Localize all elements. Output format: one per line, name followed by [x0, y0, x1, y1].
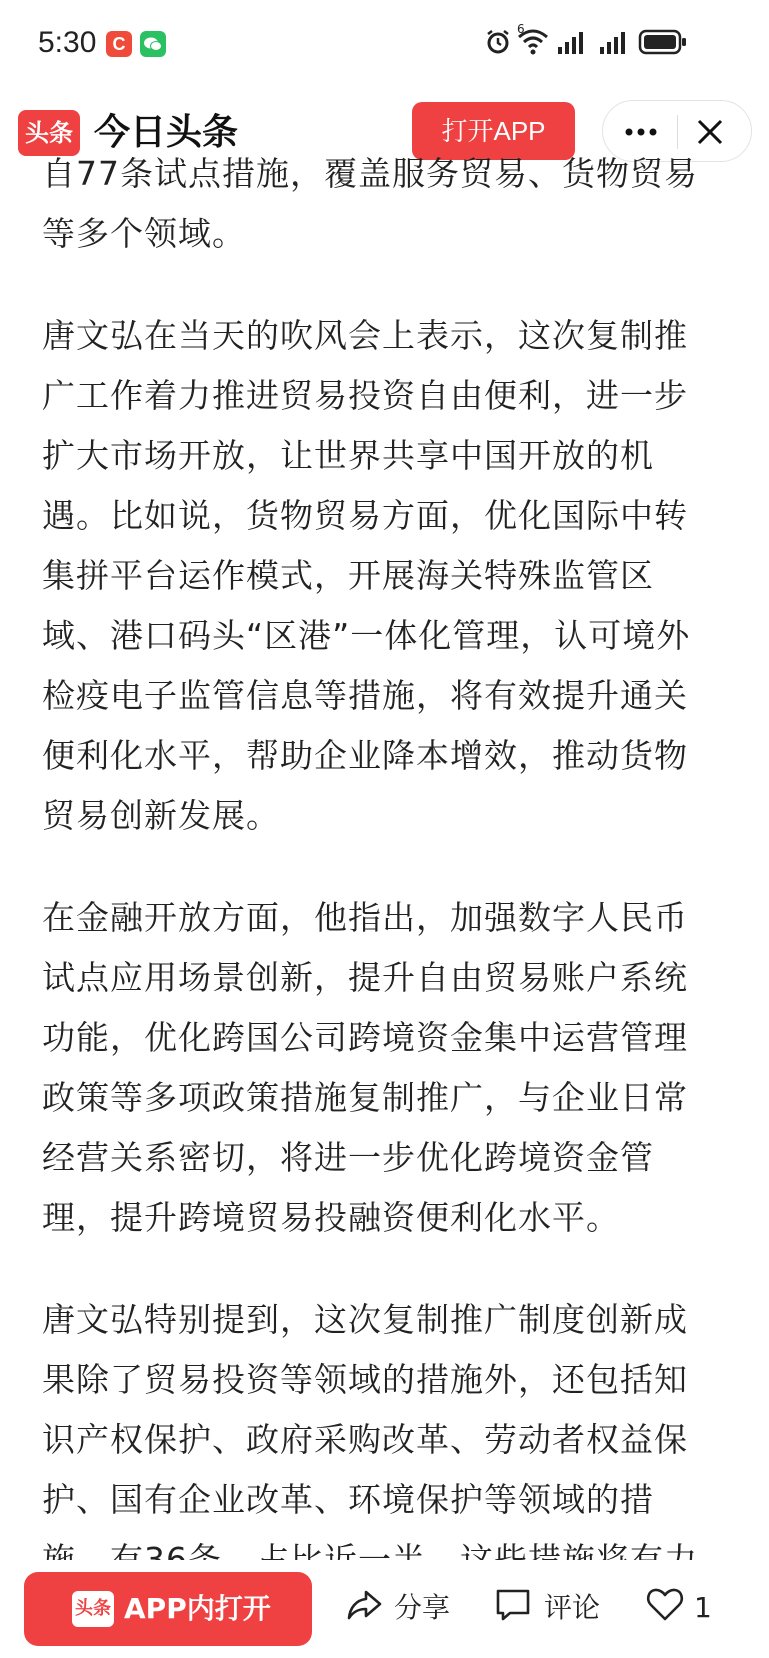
signal-icon	[558, 30, 590, 58]
status-bar	[0, 0, 769, 92]
alarm-icon	[484, 28, 512, 60]
bottom-action-bar	[0, 1560, 769, 1658]
share-label: 分享	[394, 1591, 451, 1624]
battery-icon	[638, 28, 688, 60]
app-notification-icon: C	[106, 31, 132, 57]
article-body	[42, 152, 702, 1554]
open-app-button[interactable]: 打开APP	[412, 102, 575, 160]
comment-button[interactable]	[494, 1582, 604, 1632]
open-in-app-button[interactable]	[24, 1572, 312, 1646]
signal-label: 6	[517, 22, 525, 36]
heart-icon	[646, 1586, 684, 1626]
toutiao-mini-logo: 头条	[72, 1591, 114, 1627]
article-paragraph: 唐文弘特别提到，这次复制推广制度创新成果除了贸易投资等领域的措施外，还包括知识产权保护、政府采购改革、劳动者权益保护、国有企业改革、环境保护等领域的措	[42, 1300, 688, 1519]
comment-icon	[494, 1586, 532, 1628]
signal-icon	[600, 30, 632, 58]
toutiao-logo: 头条	[18, 110, 80, 156]
article-paragraph: 唐文弘在当天的吹风会上表示，这次复制推广工作着力推进贸易投资自由便利，进一步扩大市场开放，让世界共享中国开放的机遇。比如说，货物贸易方面，优化国际中转集拼平台运作模式，开展海关特殊监管区域、港口码头“区港”一体化管理，认可境外检疫电子监管信息等措施，将有效提升通关便利化水平，帮助企业降本增效，推动货物贸易创新发展。	[42, 316, 691, 835]
open-in-app-label: APP内打开	[124, 1592, 271, 1625]
wechat-notification-icon	[140, 31, 166, 57]
status-time: 5:30	[38, 26, 97, 59]
article-paragraph: 在金融开放方面，他指出，加强数字人民币试点应用场景创新，提升自由贸易账户系统功能，优化跨国公司跨境资金集中运营管理政策等多项政策措施复制推广，与企业日常经营关系密切，将进一步优化跨境资金管理，提升跨境贸易投融资便利化水平。	[42, 898, 688, 1237]
share-button[interactable]	[346, 1582, 456, 1632]
article-paragraph: 自77条试点措施，覆盖服务贸易、货物贸易等多个领域。	[42, 154, 698, 253]
share-icon	[346, 1586, 384, 1628]
comment-label: 评论	[544, 1591, 601, 1624]
like-count: 1	[694, 1591, 712, 1624]
like-button[interactable]	[646, 1582, 736, 1632]
app-name: 今日头条	[94, 112, 239, 153]
